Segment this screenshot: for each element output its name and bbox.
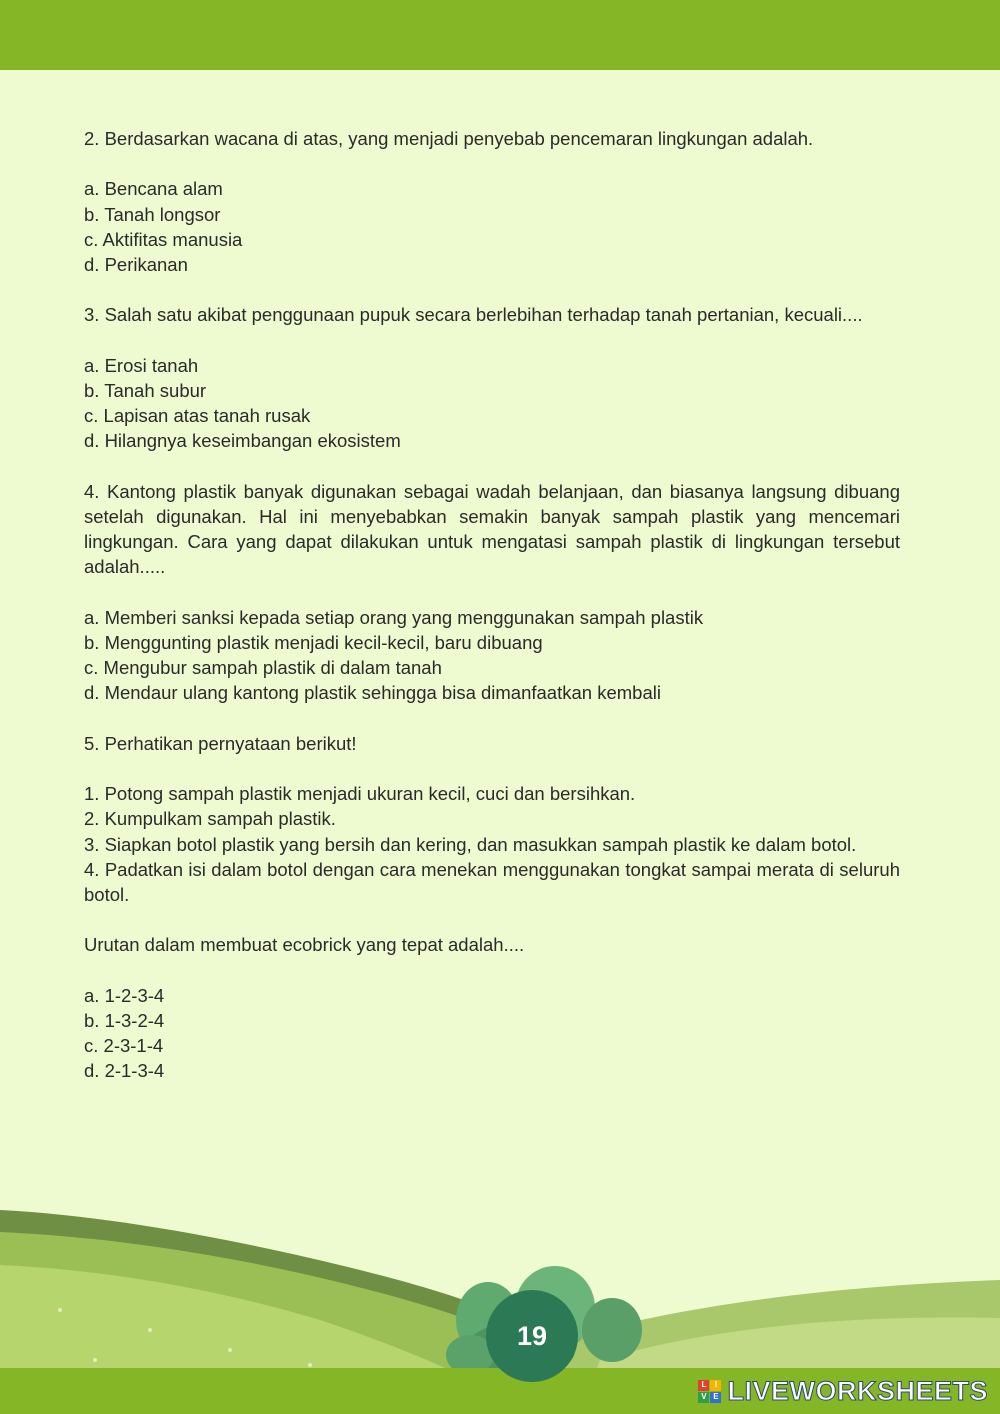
question-4-option-d[interactable]: d. Mendaur ulang kantong plastik sehingga bisa dimanfaatkan kembali: [84, 682, 661, 704]
question-3-option-d[interactable]: d. Hilangnya keseimbangan ekosistem: [84, 430, 401, 452]
question-5-option-b[interactable]: b. 1-3-2-4: [84, 1009, 165, 1031]
header-bar: [0, 0, 1000, 70]
question-5-option-d[interactable]: d. 2-1-3-4: [84, 1060, 165, 1082]
liveworksheets-logo-icon: L I V E: [698, 1380, 721, 1403]
question-3-option-b[interactable]: b. Tanah subur: [84, 379, 207, 401]
question-3-stem: 3. Salah satu akibat penggunaan pupuk secara berlebihan terhadap tanah pertanian, kecuali....: [84, 304, 863, 326]
question-3-option-a[interactable]: a. Erosi tanah: [84, 354, 199, 376]
question-5-option-a[interactable]: a. 1-2-3-4: [84, 984, 165, 1006]
question-5-stem: 5. Perhatikan pernyataan berikut!: [84, 732, 357, 754]
question-4-option-a[interactable]: a. Memberi sanksi kepada setiap orang yang menggunakan sampah plastik: [84, 606, 704, 628]
question-5-prompt: Urutan dalam membuat ecobrick yang tepat adalah....: [84, 934, 525, 956]
worksheet-content: [84, 126, 900, 1084]
page-number: 19: [516, 1320, 548, 1351]
page-number-badge: [486, 1290, 578, 1382]
question-2-option-b[interactable]: b. Tanah longsor: [84, 203, 221, 225]
question-5-option-c[interactable]: c. 2-3-1-4: [84, 1035, 164, 1057]
question-2-option-d[interactable]: d. Perikanan: [84, 254, 188, 275]
question-2-option-c[interactable]: c. Aktifitas manusia: [84, 228, 243, 250]
question-4-stem: 4. Kantong plastik banyak digunakan sebagai wadah belanjaan, dan biasanya langsung dibuang setelah digunakan. Hal ini menyebabkan semakin banyak sampah plastik yang mencemari lingkungan. Cara yang dapat dilakukan untuk mengatasi sampah plastik di lingkungan tersebut adalah.....: [84, 480, 900, 578]
question-4-option-b[interactable]: b. Menggunting plastik menjadi kecil-kecil, baru dibuang: [84, 631, 543, 653]
question-5-statement-3: 3. Siapkan botol plastik yang bersih dan kering, dan masukkan sampah plastik ke dalam botol.: [84, 833, 857, 855]
liveworksheets-brand-text: LIVEWORKSHEETS: [727, 1375, 988, 1406]
liveworksheets-logo: [698, 1374, 988, 1408]
question-4-option-c[interactable]: c. Mengubur sampah plastik di dalam tanah: [84, 657, 442, 679]
question-5-statement-1: 1. Potong sampah plastik menjadi ukuran kecil, cuci dan bersihkan.: [84, 783, 636, 805]
question-2-stem: 2. Berdasarkan wacana di atas, yang menjadi penyebab pencemaran lingkungan adalah.: [84, 128, 814, 149]
question-5-statement-4: 4. Padatkan isi dalam botol dengan cara menekan menggunakan tongkat sampai merata di seluruh botol.: [84, 858, 900, 905]
question-2-option-a[interactable]: a. Bencana alam: [84, 178, 223, 200]
question-5-statement-2: 2. Kumpulkam sampah plastik.: [84, 808, 336, 830]
question-3-option-c[interactable]: c. Lapisan atas tanah rusak: [84, 405, 311, 427]
